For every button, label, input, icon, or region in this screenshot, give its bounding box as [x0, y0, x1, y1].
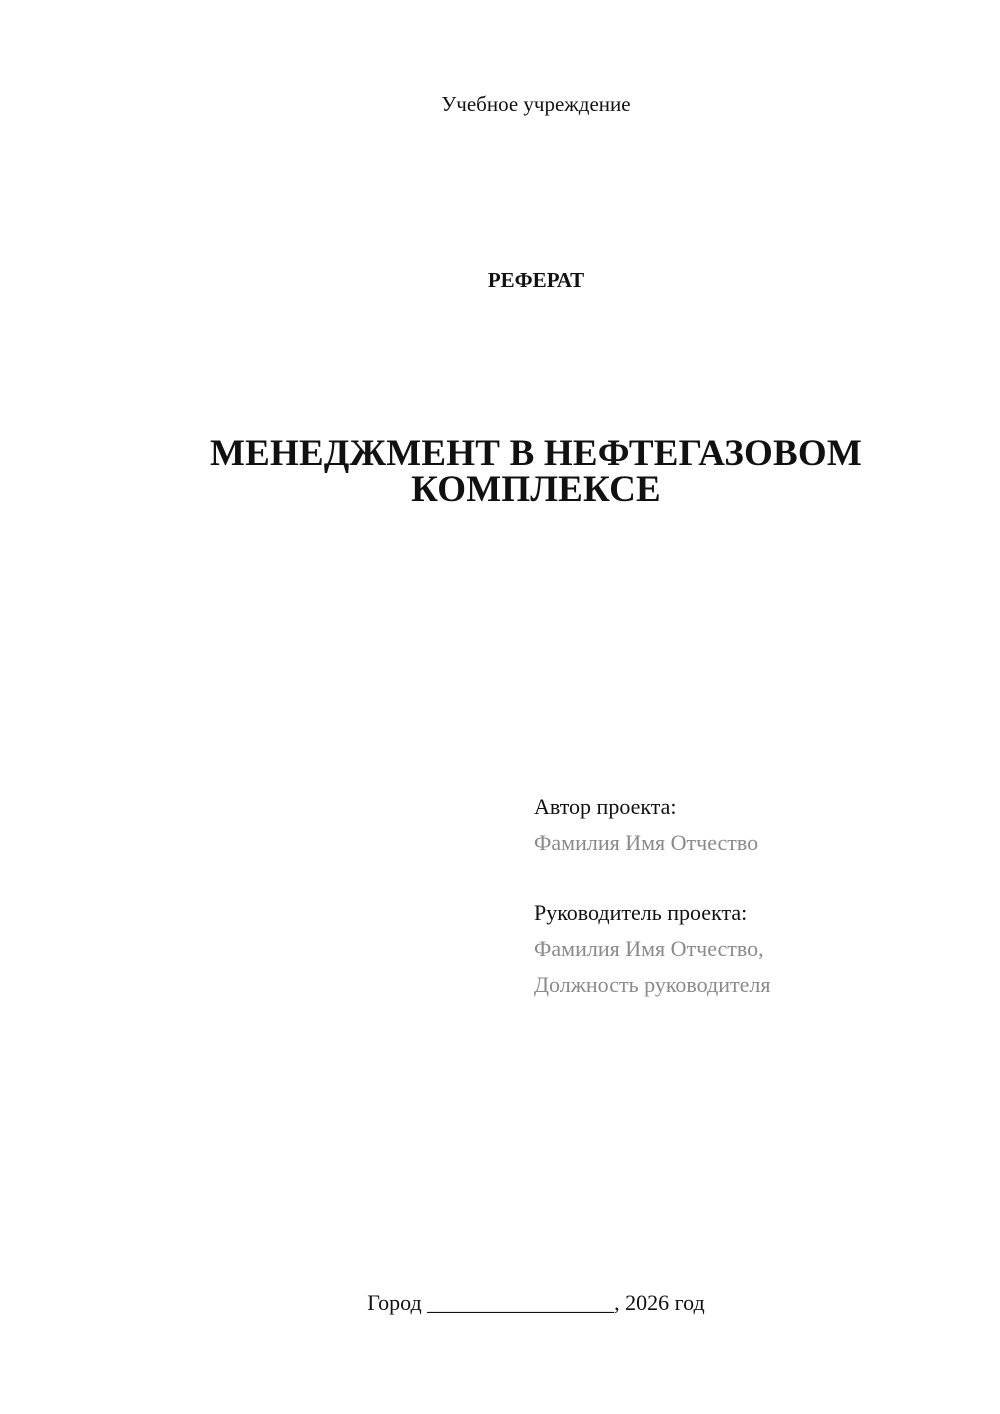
supervisor-position: Должность руководителя: [534, 972, 771, 997]
document-title-line-2: КОМПЛЕКСЕ: [411, 469, 661, 510]
author-label: Автор проекта:: [534, 794, 677, 819]
document-type: РЕФЕРАТ: [487, 268, 585, 292]
supervisor-name: Фамилия Имя Отчество,: [534, 936, 764, 961]
project-info: [534, 789, 974, 1003]
info-spacer: [534, 861, 974, 895]
document-title-line-1: МЕНЕДЖМЕНТ В НЕФТЕГАЗОВОМ: [209, 433, 862, 474]
institution-name: Учебное учреждение: [441, 92, 631, 116]
city-year-line: Город _________________, 2026 год: [367, 1290, 705, 1315]
author-name: Фамилия Имя Отчество: [534, 830, 759, 855]
supervisor-label: Руководитель проекта:: [534, 900, 748, 925]
document-title: [0, 433, 1000, 510]
